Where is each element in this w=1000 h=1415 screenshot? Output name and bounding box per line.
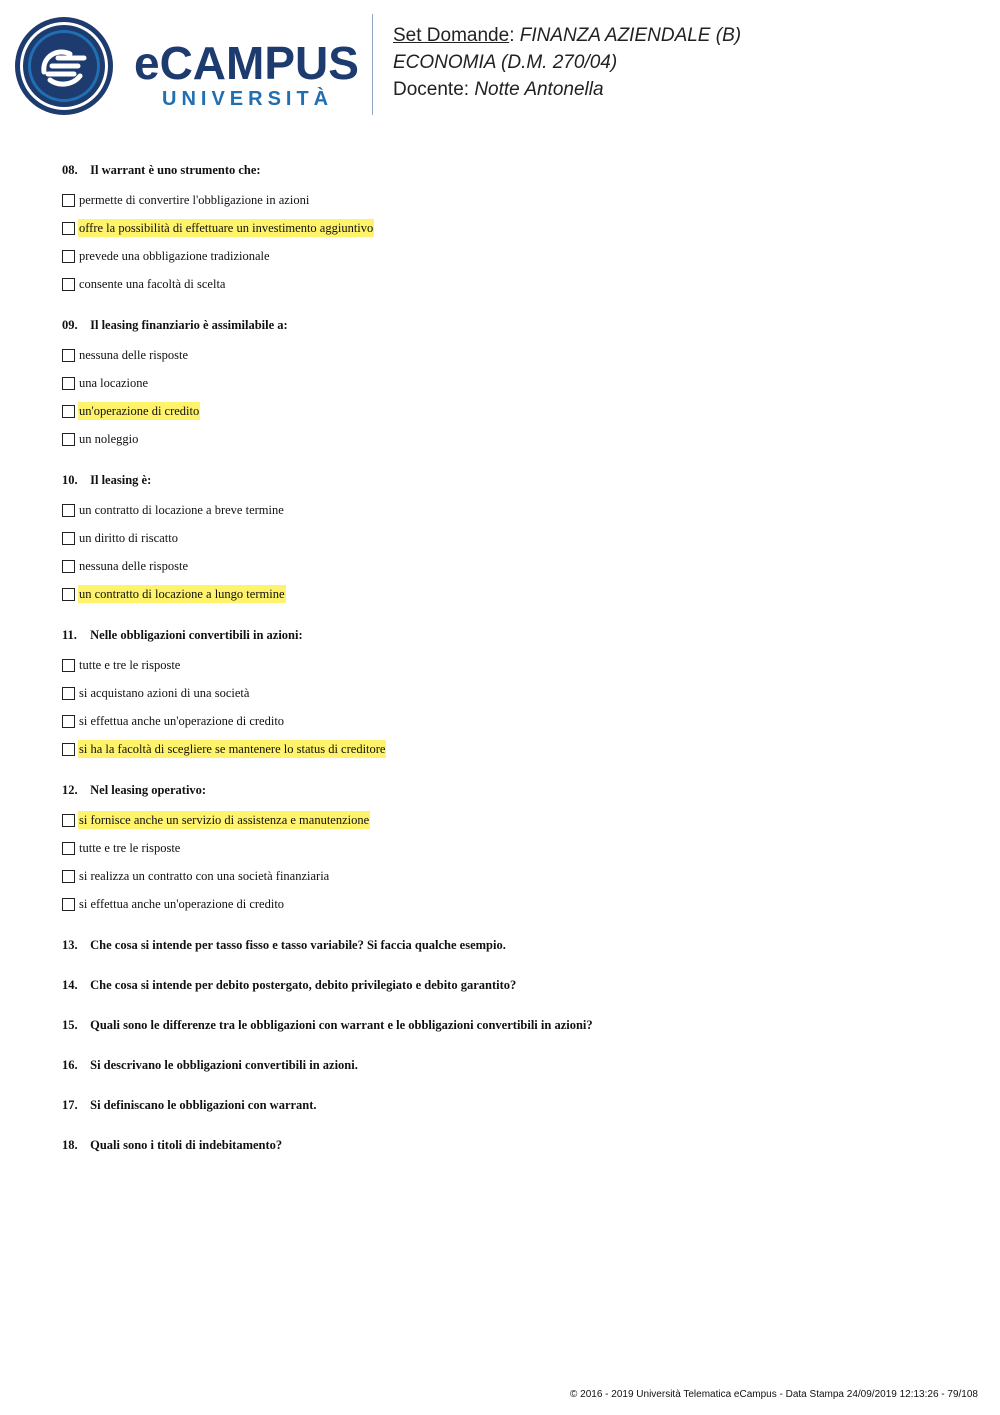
question-11: [62, 625, 942, 763]
answer-checkbox[interactable]: [62, 278, 75, 291]
answer-checkbox[interactable]: [62, 194, 75, 207]
answer-checkbox[interactable]: [62, 898, 75, 911]
answer-checkbox[interactable]: [62, 377, 75, 390]
open-question-16: 16. Si descrivano le obbligazioni convertibili in azioni.: [62, 1058, 358, 1072]
question-title: 11. Nelle obbligazioni convertibili in azioni:: [62, 628, 303, 642]
answer-option[interactable]: [62, 580, 942, 608]
answer-checkbox[interactable]: [62, 588, 75, 601]
answer-checkbox[interactable]: [62, 532, 75, 545]
answer-option[interactable]: permette di convertire l'obbligazione in azioni: [62, 186, 942, 214]
header-info: [393, 22, 741, 103]
answer-checkbox[interactable]: [62, 659, 75, 672]
answer-option[interactable]: si realizza un contratto con una società finanziaria: [62, 862, 942, 890]
answer-option[interactable]: [62, 806, 942, 834]
highlighted-answer: si fornisce anche un servizio di assistenza e manutenzione: [79, 813, 370, 827]
answer-option[interactable]: [62, 397, 942, 425]
question-title: 10. Il leasing è:: [62, 473, 152, 487]
question-09: [62, 315, 942, 453]
logo-wordmark: eCAMPUS: [134, 37, 359, 89]
highlighted-answer: offre la possibilità di effettuare un investimento aggiuntivo: [79, 221, 374, 235]
question-12: [62, 780, 942, 918]
question-10: [62, 470, 942, 608]
page-header: [0, 0, 1000, 130]
question-list: [62, 160, 942, 1175]
answer-checkbox[interactable]: [62, 560, 75, 573]
answer-option[interactable]: un noleggio: [62, 425, 942, 453]
answer-checkbox[interactable]: [62, 743, 75, 756]
answer-checkbox[interactable]: [62, 687, 75, 700]
answer-option[interactable]: un diritto di riscatto: [62, 524, 942, 552]
highlighted-answer: un'operazione di credito: [79, 404, 200, 418]
logo-subtitle: UNIVERSITÀ: [162, 88, 334, 110]
question-title: 12. Nel leasing operativo:: [62, 783, 207, 797]
answer-checkbox[interactable]: [62, 814, 75, 827]
header-divider: [372, 14, 373, 115]
open-question-15: 15. Quali sono le differenze tra le obbligazioni con warrant e le obbligazioni convertibili in azioni?: [62, 1018, 593, 1032]
set-line: Set Domande: FINANZA AZIENDALE (B): [393, 25, 742, 46]
page-footer: © 2016 - 2019 Università Telematica eCampus - Data Stampa 24/09/2019 12:13:26 - 79/108: [570, 1389, 978, 1400]
answer-option[interactable]: si effettua anche un'operazione di credito: [62, 890, 942, 918]
answer-option[interactable]: consente una facoltà di scelta: [62, 270, 942, 298]
answer-checkbox[interactable]: [62, 842, 75, 855]
answer-option[interactable]: tutte e tre le risposte: [62, 651, 942, 679]
answer-option[interactable]: un contratto di locazione a breve termine: [62, 496, 942, 524]
answer-option[interactable]: una locazione: [62, 369, 942, 397]
course-name: ECONOMIA (D.M. 270/04): [393, 52, 618, 73]
answer-option[interactable]: nessuna delle risposte: [62, 552, 942, 580]
answer-checkbox[interactable]: [62, 405, 75, 418]
answer-option[interactable]: tutte e tre le risposte: [62, 834, 942, 862]
answer-option[interactable]: [62, 214, 942, 242]
open-question-17: 17. Si definiscano le obbligazioni con warrant.: [62, 1098, 317, 1112]
answer-option[interactable]: nessuna delle risposte: [62, 341, 942, 369]
answer-option[interactable]: si acquistano azioni di una società: [62, 679, 942, 707]
open-question-18: 18. Quali sono i titoli di indebitamento?: [62, 1138, 283, 1152]
answer-checkbox[interactable]: [62, 504, 75, 517]
answer-option[interactable]: si effettua anche un'operazione di credito: [62, 707, 942, 735]
docente-line: [393, 76, 741, 103]
open-question-13: 13. Che cosa si intende per tasso fisso e tasso variabile? Si faccia qualche esempio.: [62, 938, 506, 952]
question-08: [62, 160, 942, 298]
highlighted-answer: si ha la facoltà di scegliere se mantenere lo status di creditore: [79, 742, 386, 756]
answer-checkbox[interactable]: [62, 250, 75, 263]
answer-option[interactable]: prevede una obbligazione tradizionale: [62, 242, 942, 270]
set-value: FINANZA AZIENDALE (B): [519, 25, 742, 46]
question-title: 09. Il leasing finanziario è assimilabile a:: [62, 318, 288, 332]
answer-checkbox[interactable]: [62, 349, 75, 362]
question-title: 08. Il warrant è uno strumento che:: [62, 163, 261, 177]
open-question-14: 14. Che cosa si intende per debito postergato, debito privilegiato e debito garantito?: [62, 978, 517, 992]
answer-checkbox[interactable]: [62, 870, 75, 883]
ecampus-seal-icon: [14, 16, 114, 116]
answer-option[interactable]: [62, 735, 942, 763]
course-line: [393, 49, 741, 76]
highlighted-answer: un contratto di locazione a lungo termine: [79, 587, 285, 601]
docente-name: Notte Antonella: [474, 79, 604, 100]
set-label: Set Domande: [393, 25, 510, 46]
ecampus-logo: [14, 14, 364, 118]
answer-checkbox[interactable]: [62, 433, 75, 446]
docente-label: Docente:: [393, 79, 470, 100]
answer-checkbox[interactable]: [62, 222, 75, 235]
answer-checkbox[interactable]: [62, 715, 75, 728]
